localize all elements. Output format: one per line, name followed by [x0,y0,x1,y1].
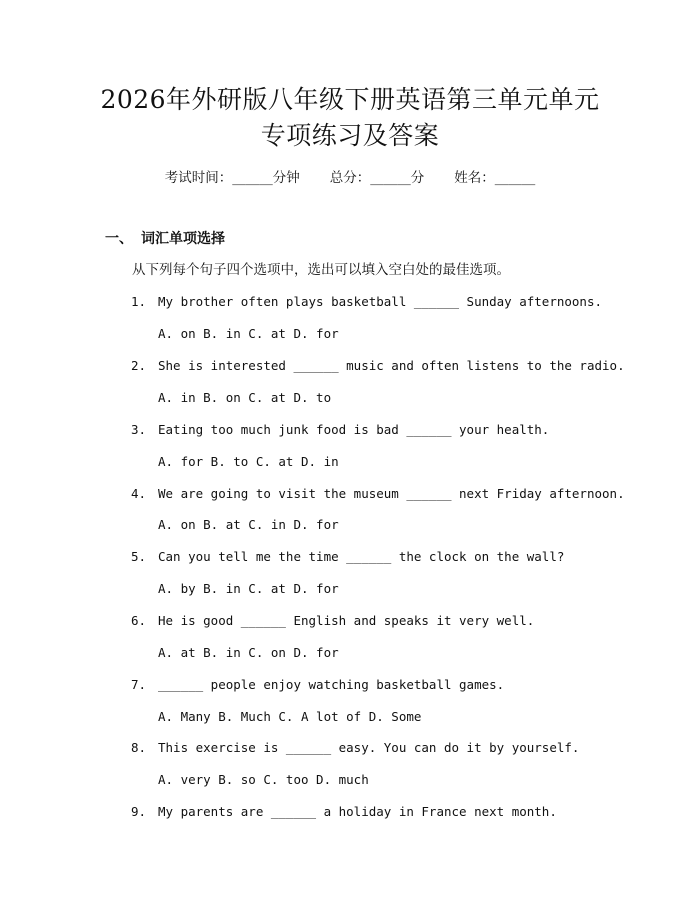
document-title-line-2: 专项练习及答案 [260,121,440,150]
question-number: 5. [131,549,147,564]
question-number: 4. [131,486,147,501]
question-options: A. on B. at C. in D. for [158,517,339,532]
question-options: A. in B. on C. at D. to [158,390,332,405]
question-options: A. for B. to C. at D. in [158,454,339,469]
section-heading [105,229,225,249]
question-text: Can you tell me the time ______ the clock on the wall? [158,549,565,564]
question-options: A. Many B. Much C. A lot of D. Some [158,709,422,724]
document-title-line-1: 2026年外研版八年级下册英语第三单元单元 [100,85,600,114]
question-text: ______ people enjoy watching basketball games. [158,677,505,692]
question-text: My brother often plays basketball ______ Sunday afternoons. [158,294,603,309]
exam-time-field: 考试时间：______分钟 [164,170,300,186]
question-text: Eating too much junk food is bad ______ your health. [158,422,550,437]
question-number: 9. [131,804,147,819]
question-number: 1. [131,294,147,309]
total-score-field: 总分：______分 [329,170,425,186]
question-number: 7. [131,677,147,692]
section-instruction: 从下列每个句子四个选项中，选出可以填入空白处的最佳选项。 [132,262,510,278]
question-options: A. on B. in C. at D. for [158,326,339,341]
question-text: He is good ______ English and speaks it very well. [158,613,535,628]
question-text: This exercise is ______ easy. You can do it by yourself. [158,740,580,755]
question-options: A. very B. so C. too D. much [158,772,369,787]
exam-info [0,168,700,188]
question-options: A. by B. in C. at D. for [158,581,339,596]
question-text: We are going to visit the museum ______ next Friday afternoon. [158,486,625,501]
question-number: 3. [131,422,147,437]
question-options: A. at B. in C. on D. for [158,645,339,660]
student-name-field: 姓名：______ [454,170,536,186]
question-number: 2. [131,358,147,373]
question-number: 8. [131,740,147,755]
question-text: My parents are ______ a holiday in France next month. [158,804,557,819]
section-title: 词汇单项选择 [141,231,225,247]
question-number: 6. [131,613,147,628]
question-text: She is interested ______ music and often listens to the radio. [158,358,625,373]
section-number: 一、 [105,231,133,247]
